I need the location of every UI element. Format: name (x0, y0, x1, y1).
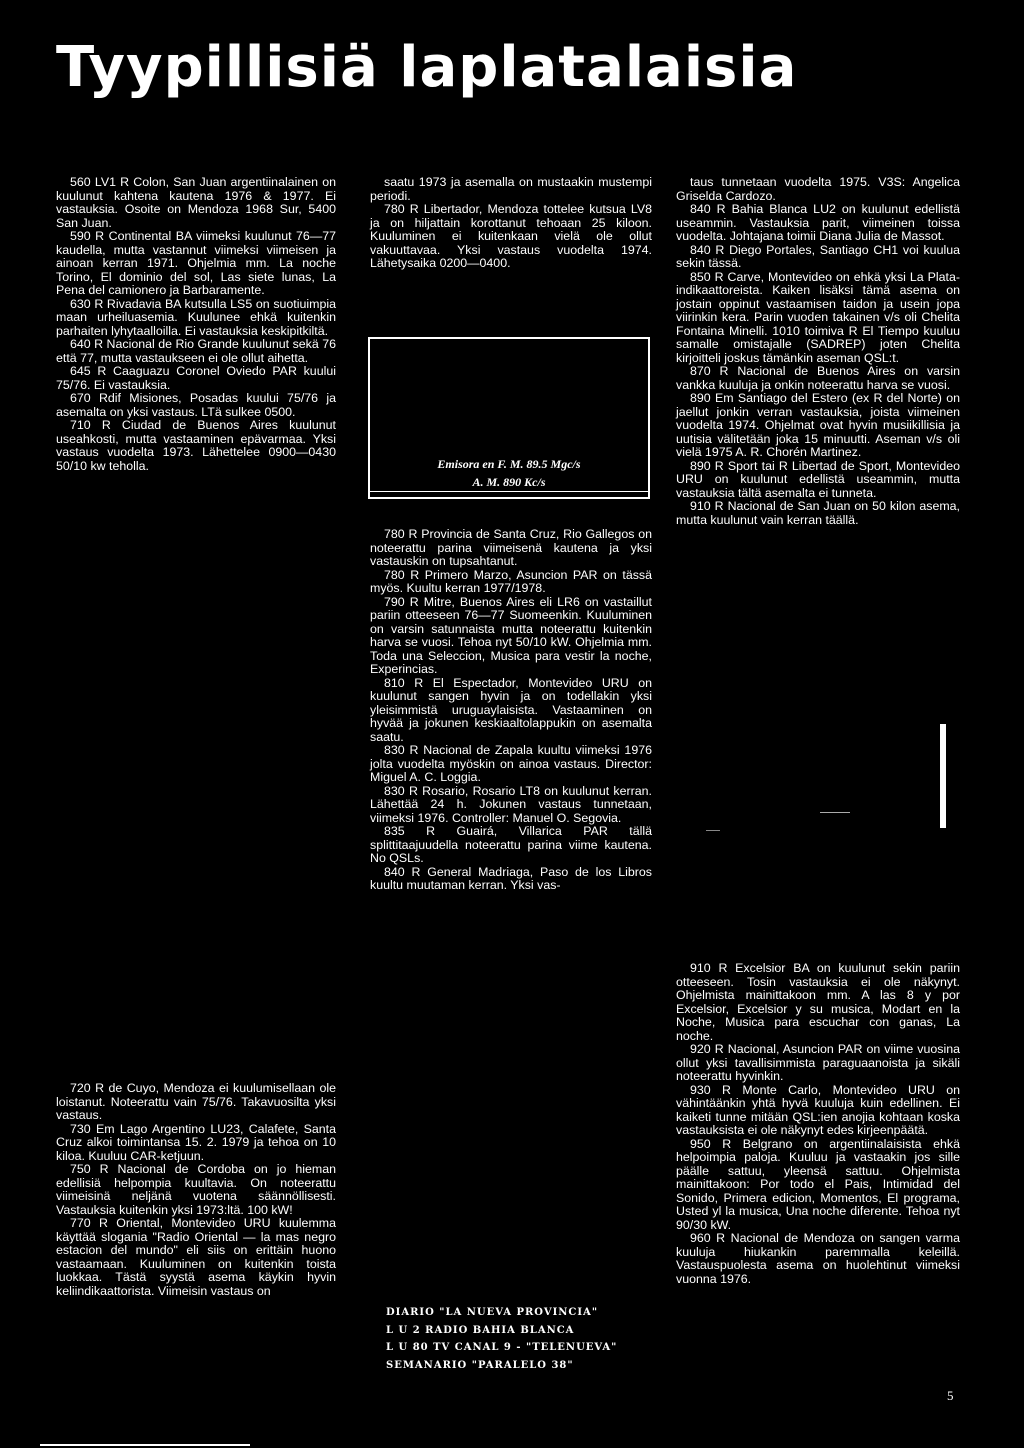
paragraph: 645 R Caaguazu Coronel Oviedo PAR kuului 75/76. Ei vastauksia. (56, 364, 336, 392)
logo-line: SEMANARIO "PARALELO 38" (386, 1359, 574, 1371)
paragraph: 840 R General Madriaga, Paso de los Libros kuultu muutaman kerran. Yksi vas- (370, 864, 652, 892)
paragraph: 930 R Monte Carlo, Montevideo URU on vähintäänkin yhtä hyvä kuuluja kuin edellinen. Ei kaiketi tunne mitään QSL:ien anojia kohtaan koska vastauksista ei ole näkynyt edes kirjeenpäätä. (676, 1082, 960, 1137)
paragraph: 590 R Continental BA viimeksi kuulunut 76—77 kaudella, mutta vastannut viimeksi viimeisen ja ainoan kerran 1971. Ohjelmia mm. La noche Torino, El dominio del sol, Las siete lunas, La Pena del camionero ja Barbaramente. (56, 229, 336, 297)
paragraph: 670 Rdif Misiones, Posadas kuului 75/76 ja asemalta on yksi vastaus. LTä sulkee 0500. (56, 391, 336, 419)
decorative-bar (940, 724, 946, 828)
paragraph: 870 R Nacional de Buenos Aires on varsin vankka kuuluja ja onkin noteerattu harva se vuosi. (676, 364, 960, 392)
paragraph: 920 R Nacional, Asuncion PAR on viime vuosina ollut yksi tavallisimmista paraguaanoista ja sikäli noteerattu hyvinkin. (676, 1042, 960, 1083)
paragraph: 710 R Ciudad de Buenos Aires kuulunut useahkosti, mutta vastaaminen epävarmaa. Yksi vastaus vuodelta 1973. Lähettelee 0900—0430 50/10 kw teholla. (56, 418, 336, 473)
logo-line: DIARIO "LA NUEVA PROVINCIA" (386, 1307, 599, 1318)
logo-line: L U 80 TV CANAL 9 - "TELENUEVA" (386, 1342, 618, 1353)
paragraph: taus tunnetaan vuodelta 1975. V3S: Angelica Griselda Cardozo. (676, 175, 960, 203)
paragraph: 640 R Nacional de Rio Grande kuulunut sekä 76 että 77, mutta vastaukseen ei ole ollut aihetta. (56, 337, 336, 365)
column-3-bottom (676, 962, 960, 1286)
paragraph: 770 R Oriental, Montevideo URU kuulemma käyttää slogania "Radio Oriental — la mas negro estacion del mundo" eli siis on erittäin huono vastaamaan. Kuuluminen on kuitenkin toista luokkaa. Tästä syystä asema käykin hyvin keliindikaattorista. Viimeisin vastaus on (56, 1216, 336, 1298)
paragraph: 830 R Nacional de Zapala kuultu viimeksi 1976 jolta vuodelta myöskin on ainoa vastaus. Director: Miguel A. C. Loggia. (370, 743, 652, 784)
paragraph: 780 R Libertador, Mendoza tottelee kutsua LV8 ja on hiljattain korottanut tehoaan 25 kiloon. Kuuluminen ei kuitenkaan vielä ole ollut vakuuttavaa. Yksi vastaus vuodelta 1974. Lähetysaika 0200—0400. (370, 202, 652, 270)
paragraph: 910 R Excelsior BA on kuulunut sekin pariin otteeseen. Tosin vastauksia ei ole näkynyt. Ohjelmista mainittakoon mm. A las 8 y por Excelsior, Excelsior y su musica, Modart en la Noche, Musica para escuchar con ganas, La noche. (676, 961, 960, 1043)
photo-divider (370, 491, 648, 492)
paragraph: 830 R Rosario, Rosario LT8 on kuulunut kerran. Lähettää 24 h. Jokunen vastaus tunnetaan, viimeksi 1976. Controller: Manuel O. Segovia. (370, 783, 652, 825)
column-1-bottom (56, 1082, 336, 1298)
paragraph: 790 R Mitre, Buenos Aires eli LR6 on vastaillut pariin otteeseen 76—77 Suomeenkin. Kuuluminen on varsin satunnaista mutta noteerattu kuitenkin harva se vuosi. Tehoa nyt 50/10 kW. Ohjelmia mm. Toda una Seleccion, Musica para vestir la noche, Experincias. (370, 594, 652, 676)
paragraph: 730 Em Lago Argentino LU23, Calafete, Santa Cruz alkoi toimintansa 15. 2. 1979 ja tehoa on 10 kiloa. Kuuluu CAR-ketjuun. (56, 1121, 336, 1163)
paragraph: 630 R Rivadavia BA kutsulla LS5 on suotiuimpia maan urheiluasemia. Kuulunee ehkä kuitenkin parhaiten lyhytaalloilla. Ei vastauksia keskipitkiltä. (56, 296, 336, 338)
decorative-line (820, 812, 850, 813)
paragraph: 840 R Bahia Blanca LU2 on kuulunut edellistä useammin. Vastauksia parit, viimeinen toissa vuodelta. Johtajana toimii Diana Julia de Massot. (676, 202, 960, 243)
paragraph: 750 R Nacional de Cordoba on jo hieman edellisiä helpompia kuultavia. On noteerattu viimeisinä neljänä vuotena säännöllisesti. Vastauksia kuitenkin yksi 1973:ltä. 100 kW! (56, 1162, 336, 1217)
paragraph: saatu 1973 ja asemalla on mustaakin mustempi periodi. (370, 175, 652, 203)
column-3-top (676, 176, 960, 527)
paragraph: 890 R Sport tai R Libertad de Sport, Montevideo URU on kuulunut edellistä useammin, mutta vastauksia tältä asemalta ei tunneta. (676, 458, 960, 500)
paragraph: 720 R de Cuyo, Mendoza ei kuulumisellaan ole loistanut. Noteerattu vain 75/76. Takavuosilta yksi vastaus. (56, 1081, 336, 1122)
station-photo-frame (368, 337, 650, 499)
article-title: Tyypillisiä laplatalaisia (56, 35, 798, 100)
paragraph: 835 R Guairá, Villarica PAR tällä splittitaajuudella noteerattu parina viime kautena. No QSLs. (370, 824, 652, 865)
column-2-top (370, 176, 652, 271)
paragraph: 810 R El Espectador, Montevideo URU on kuulunut sangen hyvin ja on todellakin yksi yleisimmistä uruguaylaisista. Vastaaminen on hyvää ja jokunen keskiaaltolappukin on asemalta saatu. (370, 675, 652, 744)
station-logo-block (386, 1304, 636, 1374)
paragraph: 850 R Carve, Montevideo on ehkä yksi La Plata-indikaattoreista. Kaiken lisäksi tämä asema on jostain oppinut vastaamisen taidon ja usein jopa viirinkin kera. Parin vuoden takainen v/s oli Chelita Fontaina Minelli. 1010 toimiva R El Tiempo kuuluu samalle omistajalle (SADREP) joten Chelita kirjoitteli joskus tämänkin aseman QSL:t. (676, 269, 960, 365)
decorative-line (706, 830, 720, 831)
paragraph: 780 R Primero Marzo, Asuncion PAR on tässä myös. Kuultu kerran 1977/1978. (370, 567, 652, 595)
photo-caption-am: A. M. 890 Kc/s (472, 475, 546, 489)
paragraph: 890 Em Santiago del Estero (ex R del Norte) on jaellut jonkin verran vastauksia, joista viimeinen vuodelta 1974. Ohjelmat ovat hyvin musiikillisia ja uutisia välitetään joka 15 minuutti. Aseman v/s oli vielä 1975 A. R. Chorén Martinez. (676, 391, 960, 459)
paragraph: 910 R Nacional de San Juan on 50 kilon asema, mutta kuulunut vain kerran täällä. (676, 499, 960, 527)
photo-caption-fm: Emisora en F. M. 89.5 Mgc/s (437, 457, 581, 471)
paragraph: 560 LV1 R Colon, San Juan argentiinalainen on kuulunut kahtena kautena 1976 & 1977. Ei vastauksia. Osoite on Mendoza 1968 Sur, 5400 San Juan. (56, 175, 336, 230)
column-2-bottom (370, 528, 652, 893)
paragraph: 840 R Diego Portales, Santiago CH1 voi kuulua sekin tässä. (676, 242, 960, 270)
paragraph: 950 R Belgrano on argentiinalaisista ehkä helpoimpia paloja. Kuuluu ja vastaakin jos sille päälle sattuu, yleensä sattuu. Ohjelmista mainittakoon: Por todo el Pais, Intimidad del Sonido, Primera edicion, Momentos, El programa, Usted yl la musica, Una noche diferente. Tehoa nyt 90/30 kW. (676, 1136, 960, 1232)
paragraph: 960 R Nacional de Mendoza on sangen varma kuuluja hiukankin paremmalla keleillä. Vastauspuolesta asema on huolehtinut viimeksi vuonna 1976. (676, 1231, 960, 1286)
page-number: 5 (947, 1388, 954, 1403)
paragraph: 780 R Provincia de Santa Cruz, Rio Gallegos on noteerattu parina viimeisenä kautena ja yksi vastauskin on tupsahtanut. (370, 527, 652, 568)
column-1-top (56, 176, 336, 473)
footer-rule (40, 1444, 250, 1446)
logo-line: L U 2 RADIO BAHIA BLANCA (386, 1324, 575, 1336)
